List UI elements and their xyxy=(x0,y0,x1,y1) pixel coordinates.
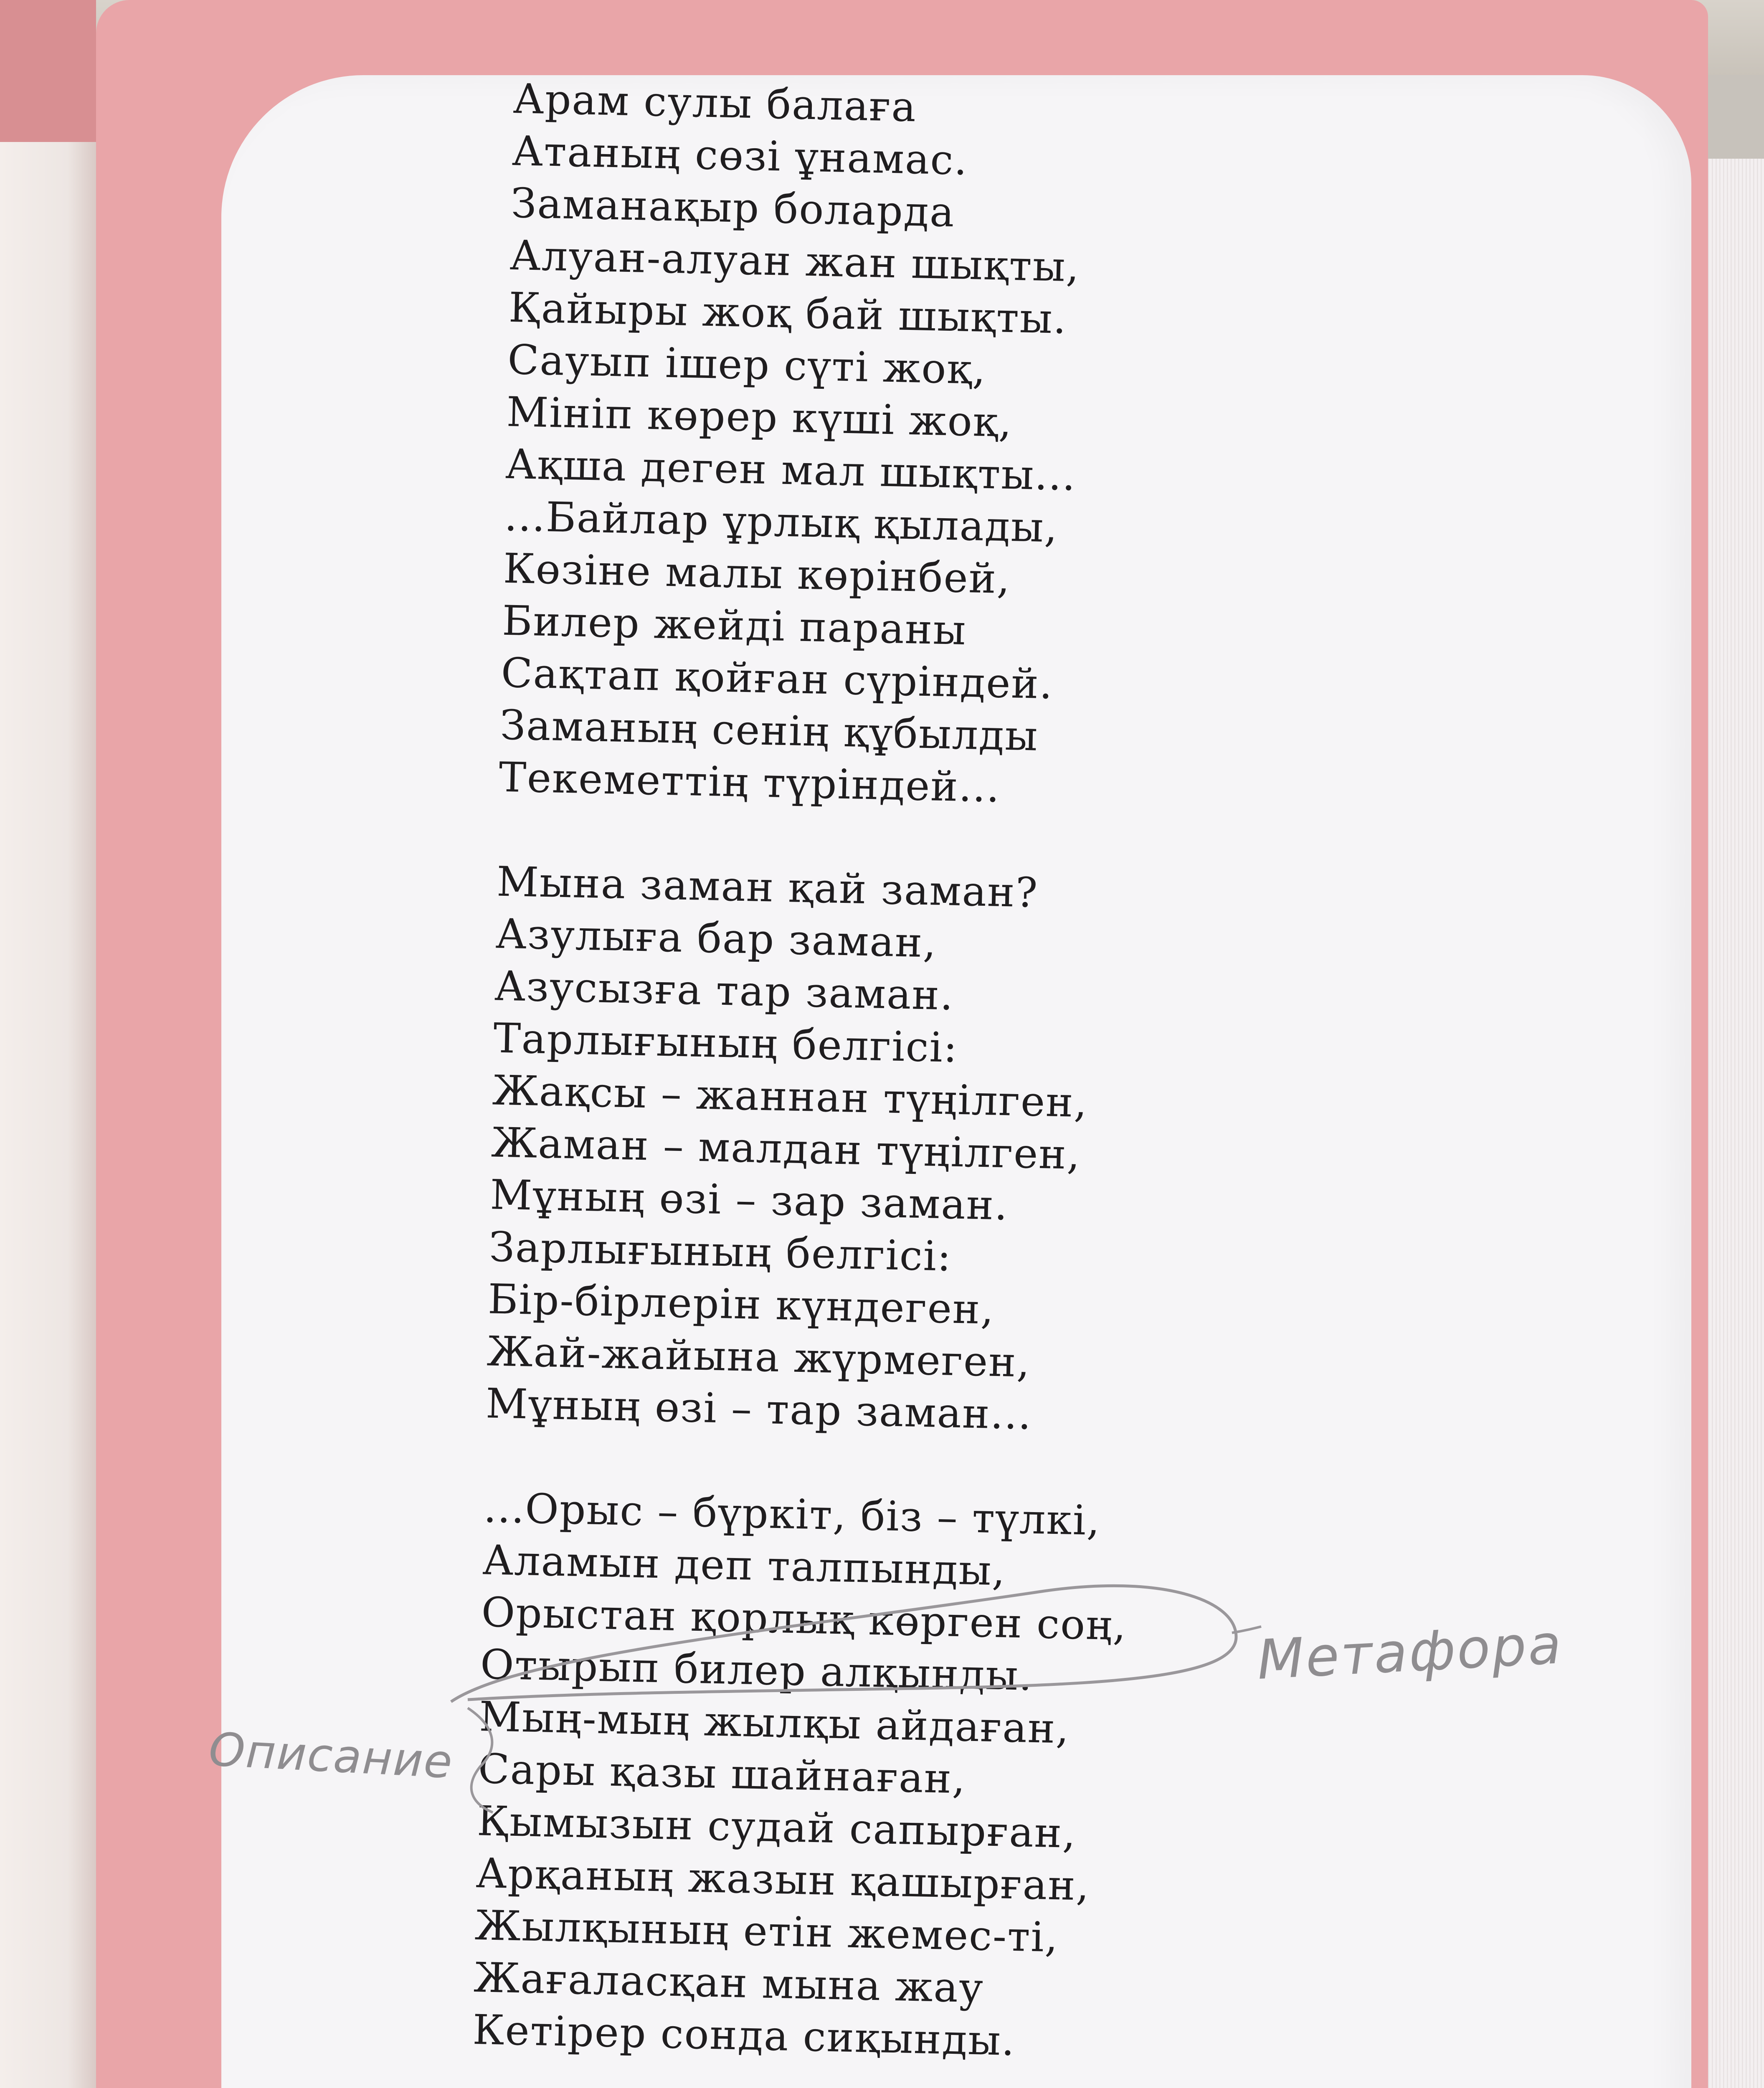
poem-line: Тарлығының белгісі: xyxy=(493,1014,959,1072)
poem-line: Мұның өзі – зар заман. xyxy=(489,1171,1009,1230)
poem-line: Арқаның жазын қашырған, xyxy=(475,1850,1090,1910)
handwritten-note-metaphor: Метафора xyxy=(1255,1612,1564,1692)
poem-line: Мына заман қай заман? xyxy=(496,858,1039,917)
poem-line: Жаман – малдан түңілген, xyxy=(491,1119,1082,1179)
poem-line: Ақша деген мал шықты... xyxy=(505,440,1077,500)
poem-line: Мұның өзі – тар заман... xyxy=(485,1380,1033,1439)
poem-line: Жылқының етін жемес-ті, xyxy=(474,1902,1059,1962)
pencil-oval-mark xyxy=(468,1708,493,1812)
poem-line: Атаның сөзі ұнамас. xyxy=(511,127,968,185)
poem-line: Қайыры жоқ бай шықты. xyxy=(508,284,1068,343)
poem-line: Орыстан қорлық көрген соң, xyxy=(481,1589,1128,1650)
poem-line: Зарлығының белгісі: xyxy=(488,1223,953,1281)
poem-line: Сақтап қойған сүріндей. xyxy=(500,649,1054,709)
poem-line: Арам сулы балаға xyxy=(512,75,917,132)
poem-line: Жай-жайына жүрмеген, xyxy=(486,1328,1031,1387)
poem-line: Азулыға бар заман, xyxy=(495,910,938,967)
poem-line: Сауып ішер сүті жоқ, xyxy=(507,336,987,394)
poem-line: Заманың сенің құбылды xyxy=(499,701,1039,760)
poem-line: Сары қазы шайнаған, xyxy=(477,1745,967,1803)
poem-line: Аламын деп талпынды, xyxy=(482,1536,1006,1595)
poem-line: Жақсы – жаннан түңілген, xyxy=(492,1067,1088,1127)
poem-line: ...Байлар ұрлық қылады, xyxy=(504,492,1059,552)
poem-line: Алуан-алуан жан шықты, xyxy=(509,231,1080,291)
poem-line: Жағаласқан мына жау xyxy=(473,1954,984,2012)
poem-line: Заманақыр боларда xyxy=(510,179,956,237)
poem-line: Мың-мың жылқы айдаған, xyxy=(479,1693,1070,1753)
poem-line: Көзіне малы көрінбей, xyxy=(502,545,1011,603)
poem-line: Отырып билер алқынды. xyxy=(479,1641,1034,1700)
poem-line: Бір-бірлерін күндеген, xyxy=(487,1275,995,1334)
poem-line: Кетірер сонда сиқынды. xyxy=(472,2006,1016,2065)
poem-line: Мініп көрер күші жоқ, xyxy=(506,388,1013,447)
poem-line: Қымызын судай сапырған, xyxy=(476,1797,1077,1858)
poem-line: Билер жейді параны xyxy=(502,597,967,654)
poem-line: Азусызға тар заман. xyxy=(494,962,955,1020)
poem-line: ...Орыс – бүркіт, біз – түлкі, xyxy=(483,1484,1101,1545)
handwritten-note-description: Описание xyxy=(208,1722,454,1789)
poem-line: Текеметтің түріндей... xyxy=(498,753,1001,812)
pencil-oval-mark xyxy=(451,1586,1236,1702)
